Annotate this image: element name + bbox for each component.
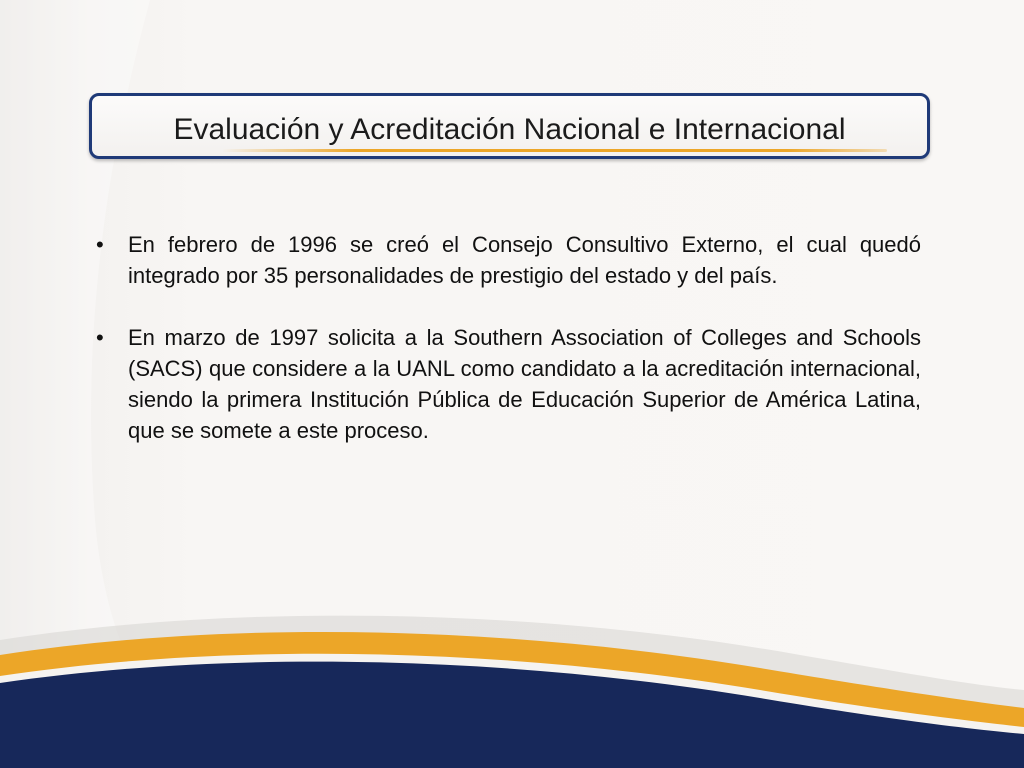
bullet-marker: • (96, 232, 104, 257)
title-underline (222, 149, 887, 152)
bullet-item (92, 322, 921, 446)
bullet-text: En febrero de 1996 se creó el Consejo Consultivo Externo, el cual quedó integrado por 35 personalidades de prestigio del estado y del país. (128, 232, 921, 288)
bullet-list (92, 229, 921, 446)
bullet-text: En marzo de 1997 solicita a la Southern Association of Colleges and Schools (SACS) que considere a la UANL como candidato a la acreditación internacional, siendo la primera Institución Pública de Educación Superior de América Latina, que se somete a este proceso. (128, 325, 921, 443)
bullet-item (92, 229, 921, 291)
bullet-marker: • (96, 325, 104, 350)
title-box (89, 93, 930, 159)
slide-title: Evaluación y Acreditación Nacional e Internacional (173, 113, 846, 146)
